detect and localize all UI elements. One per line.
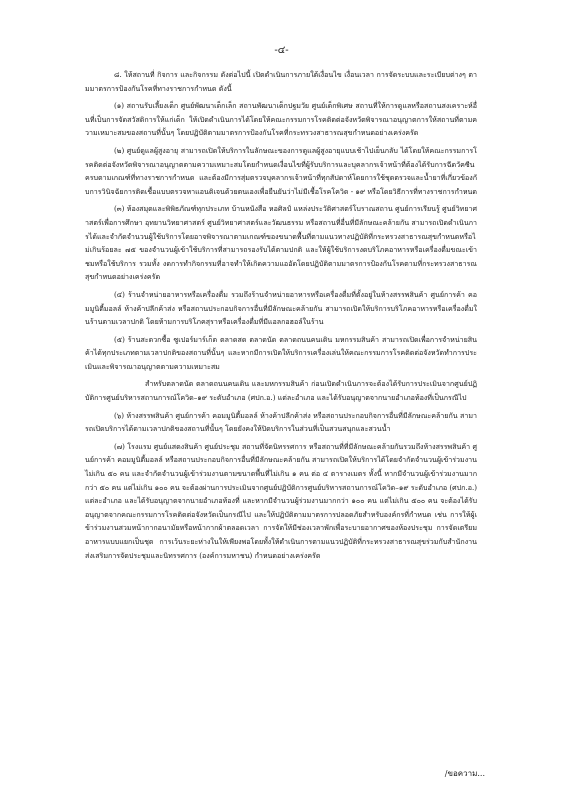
paragraph-item-7-hotels-exhibitions: (๗) โรงแรม ศูนย์แสดงสินค้า ศูนย์ประชุม สถานที่จัดนิทรรศการ หรือสถานที่ที่มีลักษณะคล้ายกันรวมถึงห้างสรรพสินค้า ศูนย์การค้า คอมมูนิตี้มอลล์ หรือสถานประกอบกิจการอื่นที่มีลักษณะคล้ายกัน สามารถเปิดให้บริการได้โดยจำกัดจำนวนผู้เข้าร่วมงานไม่เกิน ๕๐ คน และจำกัดจำนวนผู้เข้าร่วมงานตามขนาดพื้นที่ไม่เกิน ๑ คน ต่อ ๔ ตารางเมตร ทั้งนี้ หากมีจำนวนผู้เข้าร่วมงานมากกว่า ๕๐ คน แต่ไม่เกิน ๑๐๐ คน จะต้องผ่านการประเมินจากศูนย์ปฏิบัติการศูนย์บริหารสถานการณ์โควิด–๑๙ ระดับอำเภอ (ศปก.อ.) แต่ละอำเภอ และได้รับอนุญาตจากนายอำเภอท้องที่ และหากมีจำนวนผู้ร่วมงานมากกว่า ๑๐๐ คน แต่ไม่เกิน ๕๐๐ คน จะต้องได้รับอนุญาตจากคณะกรรมการโรคติดต่อจังหวัดเป็นกรณีไป และให้ปฏิบัติตามมาตรการปลอดภัยสำหรับองค์กรที่กำหนด เช่น การให้ผู้เข้าร่วมงานสวมหน้ากากอนามัยหรือหน้ากากผ้าตลอดเวลา การจัดให้มีช่องเวลาพักเพื่อระบายอากาศของห้องประชุม การจัดเตรียมอาหารแบบแยกเป็นชุด การเว้นระยะห่างในให้เพียงพอโดยทั้งให้ดำเนินการตามแนวปฏิบัติที่กระทรวงสาธารณสุขร่วมกับสำนักงานส่งเสริมการจัดประชุมและนิทรรศการ (องค์การมหาชน) กำหนดอย่างเคร่งครัด xyxy=(85,441,477,560)
document-body xyxy=(85,68,477,566)
paragraph-item-1-childcare: (๑) สถานรับเลี้ยงเด็ก ศูนย์พัฒนาเด็กเล็ก สถานพัฒนาเด็กปฐมวัย ศูนย์เด็กพิเศษ สถานที่ให้การดูแลหรือสถานสงเคราะห์อื่นที่เป็นการจัดสวัสดิการให้แก่เด็ก ให้เปิดดำเนินการได้โดยให้คณะกรรมการโรคติดต่อจังหวัดพิจารณาอนุญาตการให้สถานที่ตามความเหมาะสมของสถานที่นั้นๆ โดยปฏิบัติตามมาตรการป้องกันโรคที่กระทรวงสาธารณสุขกำหนดอย่างเคร่งครัด xyxy=(85,101,477,138)
paragraph-item-5-markets-note: สำหรับตลาดนัด ตลาดถนนคนเดิน และมหกรรมสินค้า ก่อนเปิดดำเนินการจะต้องได้รับการประเมินจากศูนย์ปฏิบัติการศูนย์บริหารสถานการณ์โควิด–๑๙ ระดับอำเภอ (ศปก.อ.) แต่ละอำเภอ และได้รับอนุญาตจากนายอำเภอท้องที่เป็นกรณีไป xyxy=(85,379,477,403)
paragraph-item-4-restaurants: (๔) ร้านจำหน่ายอาหารหรือเครื่องดื่ม รวมถึงร้านจำหน่ายอาหารหรือเครื่องดื่มที่ตั้งอยู่ในห้างสรรพสินค้า ศูนย์การค้า คอมมูนิตี้มอลล์ ห้างค้าปลีกค้าส่ง หรือสถานประกอบกิจการอื่นที่มีลักษณะคล้ายกัน สามารถเปิดให้บริการบริโภคอาหารหรือเครื่องดื่มในร้านตามเวลาปกติ โดยห้ามการบริโภคสุราหรือเครื่องดื่มที่มีแอลกอฮอล์ในร้าน xyxy=(85,289,477,327)
paragraph-item-6-shopping-malls: (๖) ห้างสรรพสินค้า ศูนย์การค้า คอมมูนิตี้มอลล์ ห้างค้าปลีกค้าส่ง หรือสถานประกอบกิจการอื่นที่มีลักษณะคล้ายกัน สามารถเปิดบริการได้ตามเวลาปกติของสถานที่นั้นๆ โดยยังคงให้ปิดบริการในส่วนที่เป็นสวนสนุกและสวนน้ำ xyxy=(85,410,477,434)
paragraph-item-2-elderly-care: (๒) ศูนย์ดูแลผู้สูงอายุ สามารถเปิดให้บริการในลักษณะของการดูแลผู้สูงอายุแบบเช้าไปเย็นกลับ ได้โดยให้คณะกรรมการโรคติดต่อจังหวัดพิจารณาอนุญาตตามความเหมาะสมโดยกำหนดเงื่อนไขที่ผู้รับบริการและบุคลากรเจ้าหน้าที่ต้องได้รับการฉีดวัคซีนครบตามเกณฑ์ที่ทางราชการกำหนด และต้องมีการสุ่มตรวจบุคลากรเจ้าหน้าที่ทุกสัปดาห์โดยการใช้ชุดตรวจและน้ำยาที่เกี่ยวข้องกับการวินิจฉัยการติดเชื้อแบบตรวจหาแอนติเจนด้วยตนเองเพื่อยืนยันว่าไม่มีเชื้อโรคโควิด - ๑๙ หรือโดยวิธีการที่ทางราชการกำหนด xyxy=(85,145,477,196)
paragraph-item-5-markets: (๕) ร้านสะดวกซื้อ ซูเปอร์มาร์เก็ต ตลาดสด ตลาดนัด ตลาดถนนคนเดิน มหกรรมสินค้า สามารถเปิดเพื่อการจำหน่ายสินค้าได้ทุกประเภทตามเวลาปกติของสถานที่นั้นๆ และหากมีการเปิดให้บริการเครื่องเล่นให้คณะกรรมการโรคติดต่อจังหวัดทำการประเมินและพิจารณาอนุญาตตามความเหมาะสม xyxy=(85,334,477,371)
paragraph-section-8: ๘. ให้สถานที่ กิจการ และกิจกรรม ดังต่อไปนี้ เปิดดำเนินการภายใต้เงื่อนไข เงื่อนเวลา การจัดระบบและระเบียบต่างๆ ตามมาตรการป้องกันโรคที่ทางราชการกำหนด ดังนี้ xyxy=(85,70,477,93)
paragraph-item-3-libraries-museums: (๓) ห้องสมุดและพิพิธภัณฑ์ทุกประเภท บ้านหนังสือ หอศิลป์ แหล่งประวัติศาสตร์โบราณสถาน ศูนย์การเรียนรู้ ศูนย์วิทยาศาสตร์เพื่อการศึกษา อุทยานวิทยาศาสตร์ ศูนย์วิทยาศาสตร์และวัฒนธรรม หรือสถานที่อื่นที่มีลักษณะคล้ายกัน สามารถเปิดดำเนินการได้และจำกัดจำนวนผู้ใช้บริการโดยอาจพิจารณาตามเกณฑ์ของขนาดพื้นที่ตามแนวทางปฏิบัติที่กระทรวงสาธารณสุขกำหนดหรือไม่เกินร้อยละ ๗๕ ของจำนวนผู้เข้าใช้บริการที่สามารถรองรับได้ตามปกติ และให้ผู้ใช้บริการงดบริโภคอาหารหรือเครื่องดื่มขณะเข้าชมหรือใช้บริการ รวมทั้ง งดการทำกิจกรรมที่อาจทำให้เกิดความแออัดโดยปฏิบัติตามมาตรการป้องกันโรคตามที่กระทรวงสาธารณสุขกำหนดอย่างเคร่งครัด xyxy=(85,204,477,282)
page-number: -๔- xyxy=(274,45,289,56)
continuation-marker: /ขอความ... xyxy=(444,769,485,778)
